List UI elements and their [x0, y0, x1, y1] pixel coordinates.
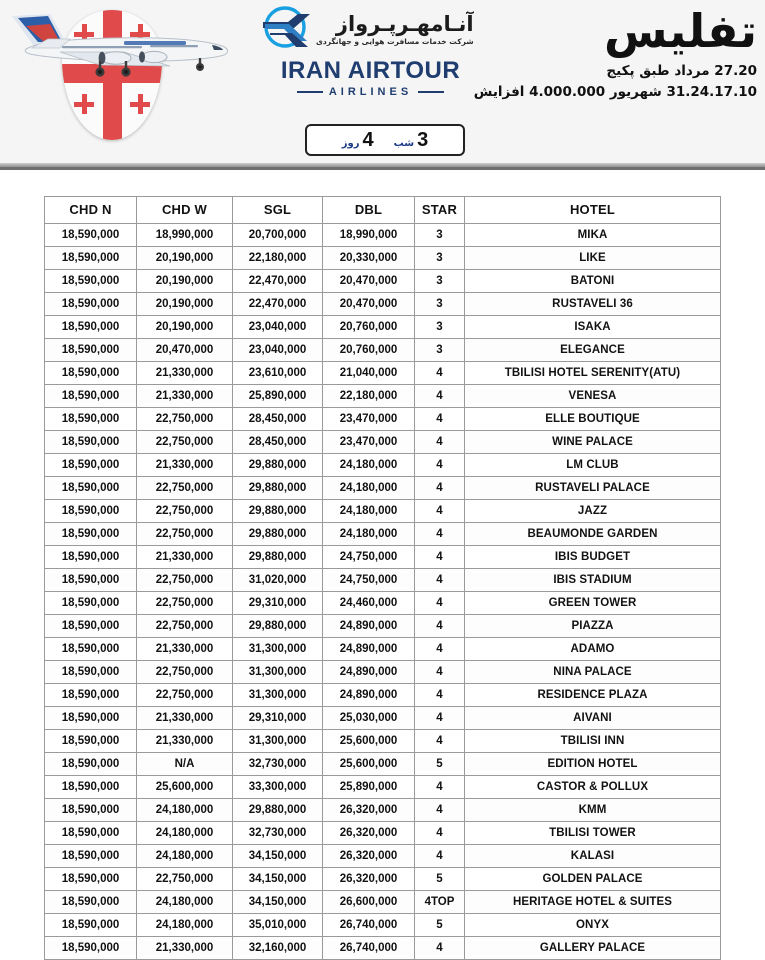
- cell-hotel: HERITAGE HOTEL & SUITES: [465, 891, 721, 914]
- cell-dbl: 20,470,000: [323, 270, 415, 293]
- page-title: تفلیس: [604, 4, 757, 58]
- nights-unit-label: شب: [393, 137, 415, 149]
- cell-star: 4: [415, 822, 465, 845]
- cell-hotel: PIAZZA: [465, 615, 721, 638]
- table-row[interactable]: [45, 569, 721, 592]
- cell-star: 4: [415, 477, 465, 500]
- cell-star: 3: [415, 270, 465, 293]
- cell-dbl: 21,040,000: [323, 362, 415, 385]
- cell-star: 4: [415, 845, 465, 868]
- cell-dbl: 24,890,000: [323, 684, 415, 707]
- cell-chdw: 18,990,000: [137, 224, 233, 247]
- cell-dbl: 24,180,000: [323, 523, 415, 546]
- cell-star: 5: [415, 868, 465, 891]
- cell-chdw: 20,190,000: [137, 316, 233, 339]
- cell-chdn: 18,590,000: [45, 822, 137, 845]
- cell-hotel: TBILISI HOTEL SERENITY(ATU): [465, 362, 721, 385]
- cell-chdn: 18,590,000: [45, 569, 137, 592]
- cell-sgl: 29,880,000: [233, 477, 323, 500]
- table-row[interactable]: [45, 638, 721, 661]
- cell-star: 4: [415, 546, 465, 569]
- cell-dbl: 24,460,000: [323, 592, 415, 615]
- cell-hotel: AIVANI: [465, 707, 721, 730]
- logo-rule-right: [418, 91, 444, 93]
- price-table-body: [45, 224, 721, 960]
- cell-chdw: 21,330,000: [137, 638, 233, 661]
- cell-dbl: 26,320,000: [323, 822, 415, 845]
- cell-hotel: TBILISI INN: [465, 730, 721, 753]
- table-row[interactable]: [45, 293, 721, 316]
- cell-dbl: 24,890,000: [323, 661, 415, 684]
- table-row[interactable]: [45, 523, 721, 546]
- cell-chdw: 21,330,000: [137, 707, 233, 730]
- cell-sgl: 29,880,000: [233, 615, 323, 638]
- cell-chdn: 18,590,000: [45, 477, 137, 500]
- table-row[interactable]: [45, 592, 721, 615]
- table-row[interactable]: [45, 615, 721, 638]
- cell-sgl: 34,150,000: [233, 868, 323, 891]
- cell-chdn: 18,590,000: [45, 408, 137, 431]
- days-count: 4: [362, 128, 374, 151]
- table-row[interactable]: [45, 845, 721, 868]
- cell-chdw: 20,190,000: [137, 270, 233, 293]
- days-group: [342, 129, 374, 152]
- cell-hotel: VENESA: [465, 385, 721, 408]
- cell-dbl: 25,890,000: [323, 776, 415, 799]
- cell-hotel: TBILISI TOWER: [465, 822, 721, 845]
- column-header-star[interactable]: STAR: [415, 197, 465, 224]
- column-header-chdw[interactable]: CHD W: [137, 197, 233, 224]
- table-row[interactable]: [45, 224, 721, 247]
- cell-sgl: 34,150,000: [233, 845, 323, 868]
- cell-chdw: N/A: [137, 753, 233, 776]
- cell-chdn: 18,590,000: [45, 868, 137, 891]
- table-row[interactable]: [45, 684, 721, 707]
- cell-chdn: 18,590,000: [45, 592, 137, 615]
- price-table-header: [45, 197, 721, 224]
- cell-sgl: 22,470,000: [233, 270, 323, 293]
- cell-star: 4: [415, 615, 465, 638]
- cell-hotel: ADAMO: [465, 638, 721, 661]
- cell-dbl: 24,180,000: [323, 454, 415, 477]
- cell-chdn: 18,590,000: [45, 776, 137, 799]
- cell-star: 4: [415, 776, 465, 799]
- cell-chdn: 18,590,000: [45, 316, 137, 339]
- cell-star: 4: [415, 638, 465, 661]
- price-table: [44, 196, 721, 960]
- cell-star: 4: [415, 592, 465, 615]
- iran-airtour-logo-icon: [258, 6, 314, 54]
- table-row[interactable]: [45, 914, 721, 937]
- nights-group: [394, 129, 429, 152]
- cell-chdn: 18,590,000: [45, 224, 137, 247]
- cell-hotel: RUSTAVELI 36: [465, 293, 721, 316]
- cell-dbl: 25,030,000: [323, 707, 415, 730]
- cell-hotel: JAZZ: [465, 500, 721, 523]
- cell-sgl: 23,040,000: [233, 339, 323, 362]
- column-header-chdn[interactable]: CHD N: [45, 197, 137, 224]
- package-note-line-2: 31.24.17.10 شهریور 4.000.000 افزایش: [473, 84, 757, 101]
- cell-hotel: RESIDENCE PLAZA: [465, 684, 721, 707]
- cell-sgl: 22,180,000: [233, 247, 323, 270]
- cell-chdn: 18,590,000: [45, 362, 137, 385]
- cell-dbl: 24,180,000: [323, 477, 415, 500]
- table-row[interactable]: [45, 661, 721, 684]
- table-row[interactable]: [45, 339, 721, 362]
- cell-chdw: 25,600,000: [137, 776, 233, 799]
- cell-sgl: 31,300,000: [233, 638, 323, 661]
- cell-chdn: 18,590,000: [45, 891, 137, 914]
- cell-sgl: 29,310,000: [233, 592, 323, 615]
- column-header-hotel[interactable]: HOTEL: [465, 197, 721, 224]
- cell-star: 4: [415, 937, 465, 960]
- cell-chdn: 18,590,000: [45, 270, 137, 293]
- cell-hotel: NINA PALACE: [465, 661, 721, 684]
- cell-chdn: 18,590,000: [45, 914, 137, 937]
- table-row[interactable]: [45, 868, 721, 891]
- cell-sgl: 32,730,000: [233, 753, 323, 776]
- cell-chdw: 24,180,000: [137, 891, 233, 914]
- cell-hotel: KMM: [465, 799, 721, 822]
- table-row[interactable]: [45, 822, 721, 845]
- table-row[interactable]: [45, 270, 721, 293]
- cell-star: 3: [415, 293, 465, 316]
- cell-dbl: 20,330,000: [323, 247, 415, 270]
- cell-hotel: WINE PALACE: [465, 431, 721, 454]
- flag-bolnisi-cross-icon: [74, 94, 94, 114]
- cell-dbl: 26,740,000: [323, 914, 415, 937]
- cell-star: 5: [415, 914, 465, 937]
- cell-star: 4: [415, 661, 465, 684]
- table-row[interactable]: [45, 316, 721, 339]
- table-row[interactable]: [45, 753, 721, 776]
- cell-chdw: 22,750,000: [137, 661, 233, 684]
- table-row[interactable]: [45, 247, 721, 270]
- table-row[interactable]: [45, 362, 721, 385]
- table-row[interactable]: [45, 431, 721, 454]
- cell-dbl: 20,760,000: [323, 339, 415, 362]
- cell-hotel: MIKA: [465, 224, 721, 247]
- cell-sgl: 23,040,000: [233, 316, 323, 339]
- cell-hotel: GOLDEN PALACE: [465, 868, 721, 891]
- cell-star: 4: [415, 362, 465, 385]
- cell-star: 4: [415, 707, 465, 730]
- cell-sgl: 31,300,000: [233, 684, 323, 707]
- cell-chdw: 24,180,000: [137, 845, 233, 868]
- cell-chdw: 21,330,000: [137, 730, 233, 753]
- cell-sgl: 34,150,000: [233, 891, 323, 914]
- cell-star: 4TOP: [415, 891, 465, 914]
- cell-sgl: 35,010,000: [233, 914, 323, 937]
- duration-badge: [305, 124, 465, 156]
- cell-chdw: 22,750,000: [137, 684, 233, 707]
- destination-block: [467, 4, 757, 100]
- agency-subtitle-fa: شرکت خدمات مسافرت هوایی و جهانگردی: [316, 37, 474, 47]
- cell-chdw: 22,750,000: [137, 500, 233, 523]
- cell-dbl: 18,990,000: [323, 224, 415, 247]
- cell-star: 4: [415, 523, 465, 546]
- cell-chdw: 22,750,000: [137, 615, 233, 638]
- agency-name-fa: آنـامهـرپـرواز: [335, 12, 474, 37]
- flag-bolnisi-cross-icon: [130, 94, 150, 114]
- cell-chdw: 22,750,000: [137, 868, 233, 891]
- cell-star: 4: [415, 730, 465, 753]
- cell-chdw: 21,330,000: [137, 546, 233, 569]
- cell-star: 4: [415, 431, 465, 454]
- cell-chdn: 18,590,000: [45, 799, 137, 822]
- table-row[interactable]: [45, 454, 721, 477]
- table-row[interactable]: [45, 730, 721, 753]
- cell-sgl: 28,450,000: [233, 431, 323, 454]
- cell-sgl: 20,700,000: [233, 224, 323, 247]
- cell-sgl: 29,880,000: [233, 799, 323, 822]
- cell-dbl: 25,600,000: [323, 753, 415, 776]
- cell-star: 3: [415, 247, 465, 270]
- cell-star: 3: [415, 316, 465, 339]
- airline-name-en: IRAN AIRTOUR: [280, 57, 461, 84]
- cell-hotel: CASTOR & POLLUX: [465, 776, 721, 799]
- cell-star: 3: [415, 224, 465, 247]
- cell-hotel: ONYX: [465, 914, 721, 937]
- cell-hotel: RUSTAVELI PALACE: [465, 477, 721, 500]
- cell-chdw: 21,330,000: [137, 362, 233, 385]
- cell-chdn: 18,590,000: [45, 523, 137, 546]
- cell-chdw: 21,330,000: [137, 454, 233, 477]
- cell-chdn: 18,590,000: [45, 339, 137, 362]
- cell-chdn: 18,590,000: [45, 293, 137, 316]
- table-header-row: [45, 197, 721, 224]
- cell-chdw: 22,750,000: [137, 592, 233, 615]
- banner-artwork: [4, 6, 254, 161]
- cell-chdw: 21,330,000: [137, 385, 233, 408]
- cell-hotel: ISAKA: [465, 316, 721, 339]
- cell-chdn: 18,590,000: [45, 385, 137, 408]
- airplane-icon: [4, 12, 239, 82]
- cell-hotel: ELEGANCE: [465, 339, 721, 362]
- cell-chdn: 18,590,000: [45, 684, 137, 707]
- cell-star: 4: [415, 684, 465, 707]
- cell-sgl: 32,160,000: [233, 937, 323, 960]
- cell-star: 3: [415, 339, 465, 362]
- package-note-line-1: 27.20 مرداد طبق پکیج: [606, 63, 757, 80]
- cell-hotel: GALLERY PALACE: [465, 937, 721, 960]
- airline-subtitle-en: AIRLINES: [328, 86, 413, 98]
- cell-chdw: 22,750,000: [137, 477, 233, 500]
- cell-chdn: 18,590,000: [45, 707, 137, 730]
- cell-hotel: IBIS BUDGET: [465, 546, 721, 569]
- table-row[interactable]: [45, 937, 721, 960]
- table-row[interactable]: [45, 546, 721, 569]
- cell-chdn: 18,590,000: [45, 500, 137, 523]
- cell-sgl: 23,610,000: [233, 362, 323, 385]
- cell-star: 4: [415, 408, 465, 431]
- cell-sgl: 28,450,000: [233, 408, 323, 431]
- cell-chdn: 18,590,000: [45, 753, 137, 776]
- cell-chdw: 22,750,000: [137, 408, 233, 431]
- cell-star: 4: [415, 454, 465, 477]
- header-banner: [0, 0, 765, 170]
- cell-hotel: BEAUMONDE GARDEN: [465, 523, 721, 546]
- table-row[interactable]: [45, 477, 721, 500]
- cell-dbl: 24,750,000: [323, 569, 415, 592]
- cell-chdw: 22,750,000: [137, 523, 233, 546]
- cell-sgl: 31,020,000: [233, 569, 323, 592]
- cell-sgl: 31,300,000: [233, 730, 323, 753]
- cell-dbl: 26,320,000: [323, 845, 415, 868]
- cell-chdn: 18,590,000: [45, 661, 137, 684]
- cell-hotel: LM CLUB: [465, 454, 721, 477]
- cell-chdn: 18,590,000: [45, 431, 137, 454]
- cell-hotel: KALASI: [465, 845, 721, 868]
- cell-chdw: 20,470,000: [137, 339, 233, 362]
- table-row[interactable]: [45, 385, 721, 408]
- cell-hotel: LIKE: [465, 247, 721, 270]
- cell-star: 4: [415, 569, 465, 592]
- table-row[interactable]: [45, 891, 721, 914]
- cell-chdn: 18,590,000: [45, 454, 137, 477]
- table-row[interactable]: [45, 500, 721, 523]
- cell-dbl: 23,470,000: [323, 408, 415, 431]
- table-row[interactable]: [45, 776, 721, 799]
- cell-sgl: 29,880,000: [233, 500, 323, 523]
- cell-dbl: 24,890,000: [323, 638, 415, 661]
- cell-chdn: 18,590,000: [45, 730, 137, 753]
- column-header-sgl[interactable]: SGL: [233, 197, 323, 224]
- cell-chdn: 18,590,000: [45, 546, 137, 569]
- cell-dbl: 24,890,000: [323, 615, 415, 638]
- cell-chdw: 22,750,000: [137, 569, 233, 592]
- cell-chdw: 22,750,000: [137, 431, 233, 454]
- cell-chdw: 20,190,000: [137, 247, 233, 270]
- table-row[interactable]: [45, 408, 721, 431]
- cell-star: 4: [415, 799, 465, 822]
- cell-hotel: IBIS STADIUM: [465, 569, 721, 592]
- cell-dbl: 25,600,000: [323, 730, 415, 753]
- cell-chdn: 18,590,000: [45, 615, 137, 638]
- cell-sgl: 29,880,000: [233, 546, 323, 569]
- cell-hotel: EDITION HOTEL: [465, 753, 721, 776]
- cell-dbl: 26,320,000: [323, 799, 415, 822]
- logo-rule-left: [297, 91, 323, 93]
- cell-chdw: 24,180,000: [137, 914, 233, 937]
- cell-dbl: 24,750,000: [323, 546, 415, 569]
- table-row[interactable]: [45, 799, 721, 822]
- cell-dbl: 23,470,000: [323, 431, 415, 454]
- cell-hotel: GREEN TOWER: [465, 592, 721, 615]
- cell-sgl: 31,300,000: [233, 661, 323, 684]
- cell-sgl: 22,470,000: [233, 293, 323, 316]
- cell-star: 4: [415, 500, 465, 523]
- cell-chdn: 18,590,000: [45, 845, 137, 868]
- cell-star: 4: [415, 385, 465, 408]
- cell-hotel: ELLE BOUTIQUE: [465, 408, 721, 431]
- cell-hotel: BATONI: [465, 270, 721, 293]
- cell-chdw: 20,190,000: [137, 293, 233, 316]
- cell-dbl: 20,470,000: [323, 293, 415, 316]
- cell-dbl: 26,320,000: [323, 868, 415, 891]
- cell-sgl: 29,310,000: [233, 707, 323, 730]
- cell-dbl: 20,760,000: [323, 316, 415, 339]
- cell-sgl: 33,300,000: [233, 776, 323, 799]
- cell-dbl: 26,740,000: [323, 937, 415, 960]
- cell-sgl: 29,880,000: [233, 454, 323, 477]
- nights-count: 3: [417, 128, 429, 151]
- column-header-dbl[interactable]: DBL: [323, 197, 415, 224]
- cell-sgl: 25,890,000: [233, 385, 323, 408]
- days-unit-label: روز: [341, 137, 360, 149]
- cell-star: 5: [415, 753, 465, 776]
- cell-chdn: 18,590,000: [45, 247, 137, 270]
- agency-logo: [258, 6, 483, 98]
- price-table-area: [0, 178, 765, 960]
- cell-chdw: 21,330,000: [137, 937, 233, 960]
- cell-dbl: 24,180,000: [323, 500, 415, 523]
- cell-sgl: 32,730,000: [233, 822, 323, 845]
- cell-chdw: 24,180,000: [137, 799, 233, 822]
- cell-chdn: 18,590,000: [45, 937, 137, 960]
- cell-dbl: 22,180,000: [323, 385, 415, 408]
- cell-sgl: 29,880,000: [233, 523, 323, 546]
- cell-chdn: 18,590,000: [45, 638, 137, 661]
- table-row[interactable]: [45, 707, 721, 730]
- cell-dbl: 26,600,000: [323, 891, 415, 914]
- cell-chdw: 24,180,000: [137, 822, 233, 845]
